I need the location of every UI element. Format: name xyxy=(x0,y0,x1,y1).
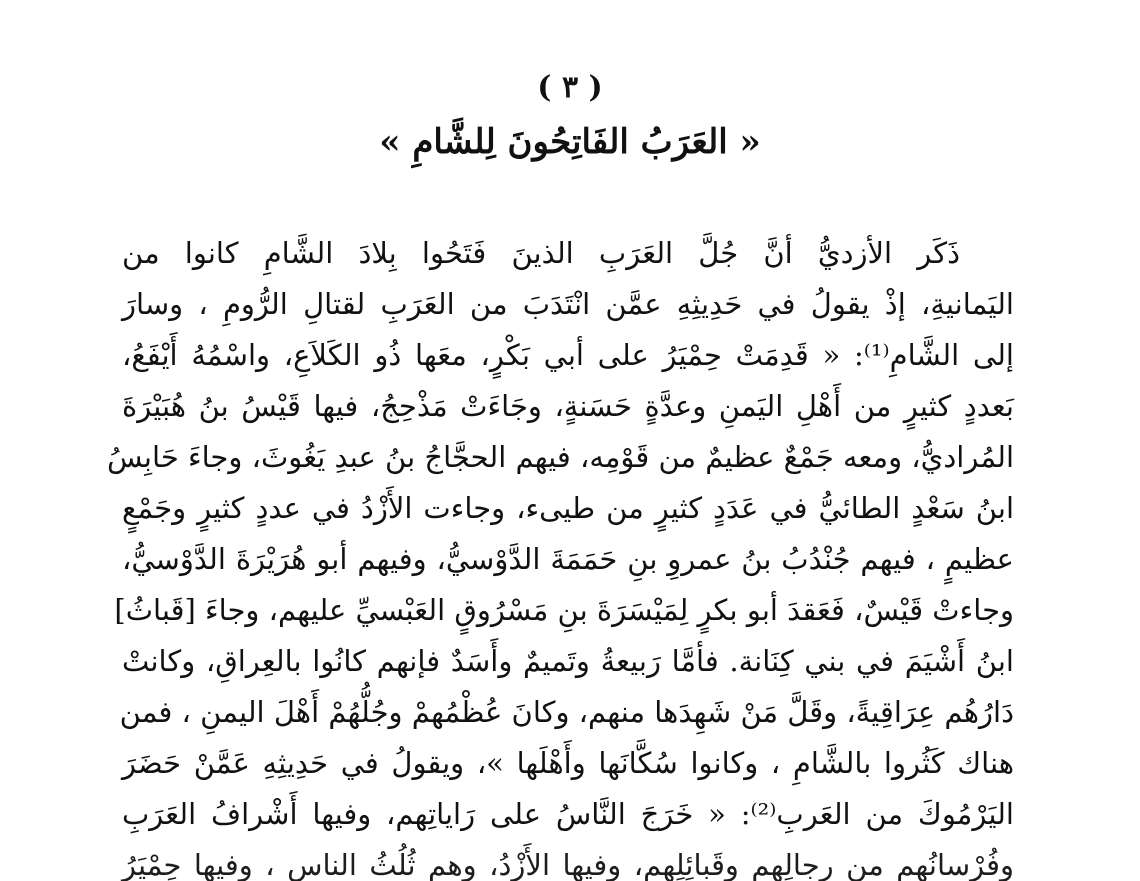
text-line: ابنُ أَشْيَمَ في بني كِنَانة. فأمَّا رَبيعةُ وتَميمٌ وأَسَدٌ فإنهم كانُوا بالعِراقِ، وكانتْ xyxy=(122,644,1014,678)
chapter-number: ( ٣ ) xyxy=(537,70,603,105)
text-line: عظيمٍ ، فيهم جُنْدُبُ بنُ عمروِ بنِ حَمَمَةَ الدَّوْسيُّ، وفيهم أبو هُرَيْرَةَ الدَّوْسيُّ، xyxy=(122,542,1014,576)
text-line: دَارُهُم عِرَاقِيةً، وقَلَّ مَنْ شَهِدَها منهم، وكانَ عُظْمُهمْ وجُلُّهُمْ أَهْلَ اليمنِ ، فمن xyxy=(119,695,1014,729)
text-line: بَعددٍ كثيرٍ من أَهْلِ اليَمنِ وعدَّةٍ حَسَنةٍ، وجَاءَتْ مَذْحِجُ، فيها قَيْسُ بنُ هُبَيْرَةَ xyxy=(122,389,1014,423)
text-line: وجاءتْ قَيْسٌ، فَعَقدَ أبو بكرٍ لِمَيْسَرَةَ بنِ مَسْرُوقٍ العَبْسيِّ عليهم، وجاءَ [قَباثُ] xyxy=(114,593,1014,627)
text-line: اليَمانيةِ، إذْ يقولُ في حَدِيثِهِ عمَّن انْتَدَبَ من العَرَبِ لقتالِ الرُّومِ ، وسارَ xyxy=(122,287,1014,321)
chapter-title: « العَرَبُ الفَاتِحُونَ لِلشَّامِ » xyxy=(379,122,761,162)
text-line: المُراديُّ، ومعه جَمْعٌ عظيمٌ من قَوْمِه، فيهم الحجَّاجُ بنُ عبدِ يَغُوثَ، وجاءَ حَابِسُ xyxy=(106,440,1014,474)
text-line: ابنُ سَعْدٍ الطائيُّ في عَدَدٍ كثيرٍ من طيىء، وجاءت الأَزْدُ في عددٍ كثيرٍ وجَمْعٍ xyxy=(122,491,1014,525)
text-line: اليَرْمُوكَ من العَربِ⁽²⁾: « خَرَجَ النَّاسُ على رَاياتِهم، وفيها أَشْرافُ العَرَبِ xyxy=(122,797,1014,831)
text-line: ذَكَر الأزديُّ أنَّ جُلَّ العَرَبِ الذينَ فَتَحُوا بِلادَ الشَّامِ كانوا من xyxy=(122,236,960,270)
text-line: هناك كَثُروا بالشَّامِ ، وكانوا سُكَّانَها وأَهْلَها »، ويقولُ في حَدِيثِهِ عَمَّنْ حَضَرَ xyxy=(122,746,1014,780)
body-text xyxy=(106,228,1014,881)
text-line: إلى الشَّامِ⁽¹⁾: « قَدِمَتْ حِمْيَرُ على أبي بَكْرٍ، معَها ذُو الكَلاَعِ، واسْمُهُ أَيْفَعُ، xyxy=(122,338,1014,372)
text-line: وفُرْسانُهم من رِجالِهم وقَبائِلِهم، وفيها الأَزْدُ، وهم ثُلُثُ الناسِ ، وفيها حِمْيَرُ xyxy=(122,848,1014,881)
